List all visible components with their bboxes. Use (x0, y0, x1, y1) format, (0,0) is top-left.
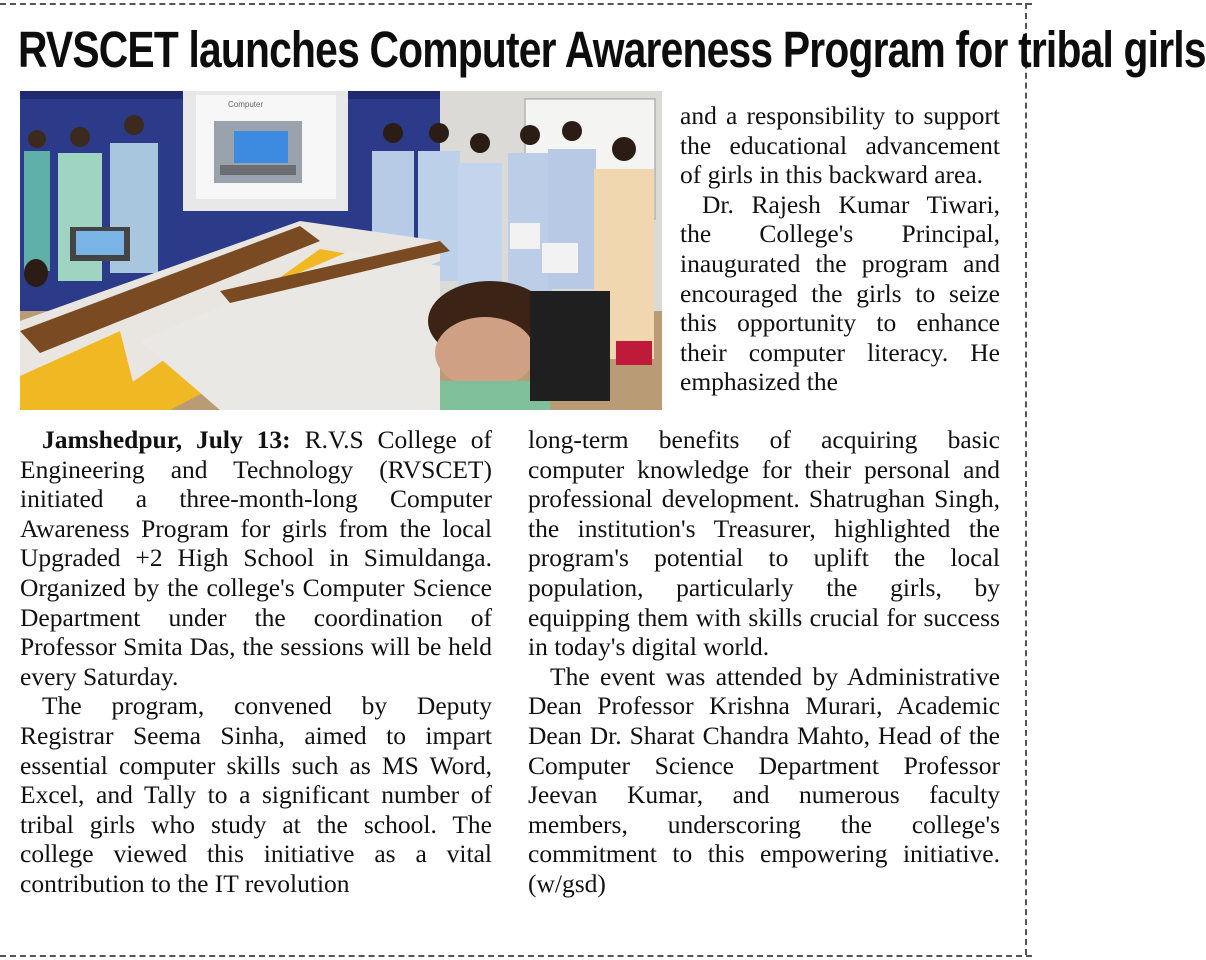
paragraph-right-bottom-continued: long-term benefits of acquiring basic computer knowledge for their personal and professional development. Shatrughan Singh, the institution's Treasurer, highlighted the program's potential to uplift the local population, particularly the girls, by equipping them with skills crucial for success in today's digital world. (528, 425, 1000, 662)
paragraph-left-1-text: R.V.S College of Engineering and Technology (RVSCET) initiated a three-month-long Computer Awareness Program for girls from the local Upgraded +2 High School in Simuldanga. Organized by the college's Computer Science Department under the coordination of Professor Smita Das, the sessions will be held every Saturday. (20, 425, 493, 691)
paragraph-right-top-2: Dr. Rajesh Kumar Tiwari, the College's Principal, inaugurated the program and encouraged the girls to seize this opportunity to enhance their computer literacy. He emphasized the (680, 189, 1000, 397)
screen-caption: Computer (228, 100, 264, 109)
column-right-bottom (528, 425, 1000, 899)
article-photo (20, 91, 662, 410)
bottom-dashed-border (0, 955, 1032, 957)
paragraph-right-bottom-3: The event was attended by Administrative Dean Professor Krishna Murari, Academic Dean Dr. Sharat Chandra Mahto, Head of the Computer Science Department Professor Jeevan Kumar, and numerous faculty members, underscoring the college's commitment to this empowering initiative. (w/gsd) (528, 661, 1000, 898)
top-dashed-border (0, 3, 1032, 5)
paragraph-left-1 (20, 425, 492, 691)
column-right-top (680, 101, 1000, 397)
headline: RVSCET launches Computer Awareness Program for tribal girls (18, 21, 1206, 78)
column-left-bottom (20, 425, 492, 899)
paragraph-left-2: The program, convened by Deputy Registrar Seema Sinha, aimed to impart essential computer skills such as MS Word, Excel, and Tally to a significant number of tribal girls who study at the school. The college viewed this initiative as a vital contribution to the IT revolution (20, 691, 492, 898)
right-dashed-border (1025, 3, 1027, 955)
paragraph-right-top-1: and a responsibility to support the educational advancement of girls in this backward area. (680, 101, 1000, 190)
cubicle-desks (20, 221, 450, 410)
dateline: Jamshedpur, July 13: (42, 425, 291, 454)
